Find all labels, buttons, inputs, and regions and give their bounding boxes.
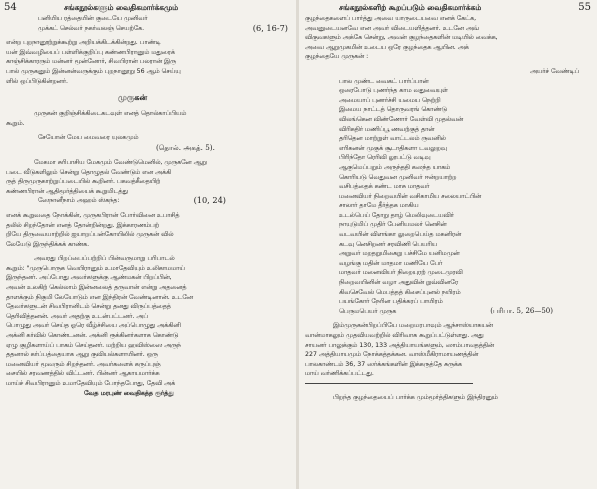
citation: (10, 24) bbox=[193, 196, 226, 206]
text-line: யன் இவ்வழியைப் பள்ளிக்குறிப்பு கண்ணபிரானும் மதுரைக் bbox=[6, 48, 175, 56]
text-line: என்ற புறநானூற்றுக்கூற்று அறியக்கிடக்கின்றது. பாண்டி bbox=[6, 39, 161, 47]
verse-line: இமைய நாட்டத் தொருவரங் கொண்டு bbox=[339, 106, 447, 114]
section-heading: முருகன் bbox=[118, 93, 148, 103]
text-line: வான்மாகலும் முதவியவற்றில் விரிவாக கூறுப்பட்டுள்ளது. அது bbox=[305, 332, 484, 339]
text-line: அவனுடையனவே என அவர் விடையளித்தனர். உடனே அவ் bbox=[305, 24, 479, 32]
text-line: பால் முருகனும் இன்னன்வருக்கும் புறநானூறு 56 ஆம் செய்யு bbox=[6, 67, 181, 75]
text-line: ருத் திருமுருகாற்றுப்படையில் கூறினர். பகவத்கீதையிற் bbox=[6, 178, 161, 186]
text-line: குழந்தைகளைப் பார்த்து அவை யாருடையவை எனக் கேட்க, bbox=[305, 15, 477, 22]
verse-line: முக்கட் செல்வர் நகர்வலஞ் செயற்கே. bbox=[38, 24, 145, 32]
verse-line: ஸேநானீநாம் அஹம் ஸ்கந்த: bbox=[38, 197, 120, 205]
text-line: படை வீடுகளிலும் சென்று தொழுதல் வேண்டும் என அக்கி bbox=[6, 168, 172, 176]
verse-line: கடவு னெசிறனர் சரவிணி பெயரிய bbox=[339, 240, 438, 248]
text-line: விகுவகளும் அக்கே சென்று, அவன் குழந்தைகளின் மடியில் வைக்க, bbox=[305, 34, 498, 42]
verse-line: விலங்கென விண்ணோர் வேள்வி முதல்வன் bbox=[339, 115, 464, 123]
right-page bbox=[299, 0, 597, 489]
text-line: இம்முருகன்பிறப்பியே மறைமரபாவும் ஆந்சாஸ்யாகயன் bbox=[333, 322, 493, 330]
verse-line: பிரிந்தோ ரெரிவி லூபட்டு வடிவு bbox=[339, 154, 431, 162]
verse-quote bbox=[305, 307, 593, 317]
page-number: 55 bbox=[578, 2, 591, 13]
left-page-body bbox=[0, 14, 296, 398]
text-line: மேகமா சுரிபாசிய மேகமும் வேண்டுமெனில், முருகனே ஆறு bbox=[34, 158, 207, 166]
verse-quote bbox=[6, 196, 296, 206]
text-line: அவை ஆறுமுகமின் உடைய ஒரே குழந்தைக ஆயின. அக் bbox=[305, 43, 469, 51]
text-line: லேயேடு இருந்திக்கக் காண்க. bbox=[6, 240, 90, 248]
verse-line: மனைவியர் நிறைவயின் வசிகாமிய சலையாட்பின் bbox=[339, 192, 482, 200]
verse-quote bbox=[6, 24, 296, 34]
text-line: தாளக்கும் நிகுமி லேயோடும் என இந்திரன் வேண்டினான். உடனே bbox=[6, 293, 193, 301]
text-line: தேவர்களுடன் சிவபிரானிடம் சென்று தனது விருப்பத்தைத் bbox=[6, 303, 171, 311]
verse-line: அமையாப் புணர்ச்சி யமைய நெற்றி bbox=[339, 96, 441, 104]
verse-line: ஒரைபோடு புணர்ந்த காம வதுவையுள் bbox=[339, 87, 448, 95]
text-line: இருந்தனர். அப்போது அவர்களுக்கு ஆண்மகன் பிறப்பின், bbox=[6, 274, 172, 282]
text-line: ததனால் கர்ப்பத்தையாக ஆறு குவியல்களாயினர். ஒரு bbox=[6, 351, 158, 359]
text-line: சையில் சரவணத்தில் விட்டனர். பின்னர் ஆகாயமார்க்க bbox=[6, 370, 160, 378]
verse-line: கொரியடு வெதுவன முனிவர் ஈன்றயாற்ற bbox=[339, 173, 457, 181]
text-line: கண்ணபிரான் ஆதிமூர்த்தியைக் கூறுமிடத்து bbox=[6, 187, 128, 195]
text-line: சாயனர் பாலுக்கும் 130, 133 அத்தியாயங்களும், ஸாம்பாவதத்தின் bbox=[305, 341, 494, 349]
verse-line: வழங்கு மதின் மாதமா மணியே பேர் bbox=[339, 259, 443, 267]
verse-line: தரிதென மாற்றுள் வாட்டலம் ருவனில் bbox=[339, 135, 446, 143]
verse-line: பெருமபெயர் முருக bbox=[339, 307, 397, 315]
text-line: தலில் சிறந்தோன் எனத் தோன்றின்றது. இக்காரணம்பற் bbox=[6, 221, 159, 229]
text-line: வேத மரபுண் வைதிகத்த ரூர்த்து bbox=[84, 389, 174, 397]
text-line: ளில் ஒப்பிடுகின்றனர். bbox=[6, 77, 68, 85]
text-line: பிறந்த குழந்தையைப் பார்க்க மும்மூர்த்திகளும் இந்திரனும் bbox=[333, 393, 498, 401]
left-page-header bbox=[0, 0, 296, 14]
text-line: எனக் கூறுவதை நோக்கின், முருகபிரான் போர்வினை உபாசித் bbox=[6, 211, 180, 219]
verse-line: எரிகனன் முகுக் சூடாதிகளா டவலுறவு bbox=[339, 144, 447, 152]
verse-line: உடல்பெய் தோறு தாழ் மெலிவுடையவிர் bbox=[339, 211, 454, 219]
verse-line: விரிகதிர் மணிப்பூ ணவற்குத் தான் bbox=[339, 125, 435, 133]
text-line: அக்னி கர்வில் கொண்டனன். அக்னி ரூக்கினர்களாக கொண்டு bbox=[6, 332, 179, 340]
verse-line: மாதவர் மனைவியர் நிறையுரற் முடைமுரவி bbox=[339, 269, 463, 277]
right-page-body bbox=[299, 14, 597, 403]
verse-line: சேயோன் மேய மைவரை யுலகமும் bbox=[38, 134, 139, 142]
verse-line: பயங்கோர் நேரின பதிக்கரப் பாயிரம் bbox=[339, 298, 443, 306]
text-line: மாய் வர்ணிக்கப்பட்டது. bbox=[305, 370, 374, 378]
verse-line: பால முண்ட வைகட் பார்ப்பான் bbox=[339, 77, 429, 85]
verse-line: பனியிய ரத்தையின் குடையே முனிவர் bbox=[38, 15, 148, 22]
text-line: காஞ்சிக்காரரும் மன்னர் மூன்னோர், சிவபிரான் பலரான் இரு bbox=[6, 58, 176, 66]
text-line: கூறும். bbox=[6, 119, 25, 127]
divider-rule bbox=[305, 383, 473, 384]
citation: (பரிபா. 5, 26—50) bbox=[490, 306, 553, 315]
verse-speaker: அயர்ச் வேண்டிப் bbox=[529, 67, 579, 75]
verse-line: நாயுடுமிப் முதிர் பேனியமலர் னெசின் bbox=[339, 221, 447, 229]
running-title: சங்கநூல்களிற் கூறப்படும் வைதிகமார்க்கம் bbox=[339, 3, 482, 12]
text-line: பொழுது அவர் செய்த ஓரெ வீழ்ச்சியை அப்பொழுது அக்கினி bbox=[6, 322, 181, 330]
text-line: அவன் உலகிற் கெல்லாம் இன்னலைத் தருவான் என்று அதனைத் bbox=[6, 284, 187, 292]
text-line: கூறும்: "முருபொருக வெயிரானும் உமாதேவியும் உலிகாமமாய் bbox=[6, 264, 185, 272]
text-line: 227 அத்தியாயமும் நோக்கத்தக்கன. வாஸ்மீகிராமாயணத்தின் bbox=[305, 351, 479, 359]
text-line: மாய்ச் சிவபிரானும் உமாதேவியும் போந்தபோது, தேவி அக் bbox=[6, 380, 176, 387]
verse-block bbox=[305, 77, 593, 317]
text-line: தெரிவித்தனன். அவர் அதற்கு உடன்பட்டனர். அப் bbox=[6, 312, 148, 320]
verse-line: நிறைவயினின் வழா அதுவின் றுவ்வினரே bbox=[339, 279, 459, 287]
text-line: பாலகாண்டம் 36, 37 ஸர்க்கங்களின் இக்கருத்தே சுருக்க bbox=[305, 360, 462, 368]
text-line: குழந்தையே முருகன் : bbox=[305, 53, 369, 61]
verse-line: சாலார் தாமே தீர்த்தக மாகிய bbox=[339, 202, 419, 210]
verse-line: ஆகுமெப்பறும் அருந்ததி கஸந்த யாகம் bbox=[339, 163, 451, 171]
page-number: 54 bbox=[4, 2, 17, 13]
running-title: சங்கநூல்களும் வைதிகமார்க்கமும் bbox=[64, 3, 179, 12]
verse-line: அறுவர் மறதறுமிகைறு பச்சிமே யனிமமுன் bbox=[339, 250, 460, 258]
verse-line: கிவசெவேல் மெபத்தத் கிசைப்புனல் நயிரம் bbox=[339, 288, 461, 296]
citation: (6, 16-7) bbox=[252, 23, 288, 33]
verse-line: வடவயின் விளங்கா லுறைபெய்த மகனிரன் bbox=[339, 231, 462, 239]
text-line: மனைவியர் மூவரும் சிறந்தனர். அவர்களைக் கருப்புஞ் bbox=[6, 360, 161, 368]
text-line: ஏழு குழிகளாய்ப் பாகம் செய்தனர். மற்றிய ஹவிஸ்ஸை அருந் bbox=[6, 341, 181, 349]
text-line: றியே திருவையாற்றில் ஐயாறப்பன்கோயிலில் முருகன் வில் bbox=[6, 231, 174, 239]
right-page-header bbox=[299, 0, 597, 14]
text-line: முருகன் குறிஞ்சிக்கிடைகடவுள் எனத் தொல்காப்பியம் bbox=[34, 110, 187, 118]
verse-line: வசிபத்தைக் கண்ட மாசு மாதவர் bbox=[339, 183, 430, 191]
left-page bbox=[0, 0, 296, 489]
citation: (தொல். அகத். 5). bbox=[156, 142, 215, 152]
text-line: அவரது பிறப்பைப்பற்றிப் பின்வருமாறு பரிபாடல் bbox=[34, 255, 175, 263]
